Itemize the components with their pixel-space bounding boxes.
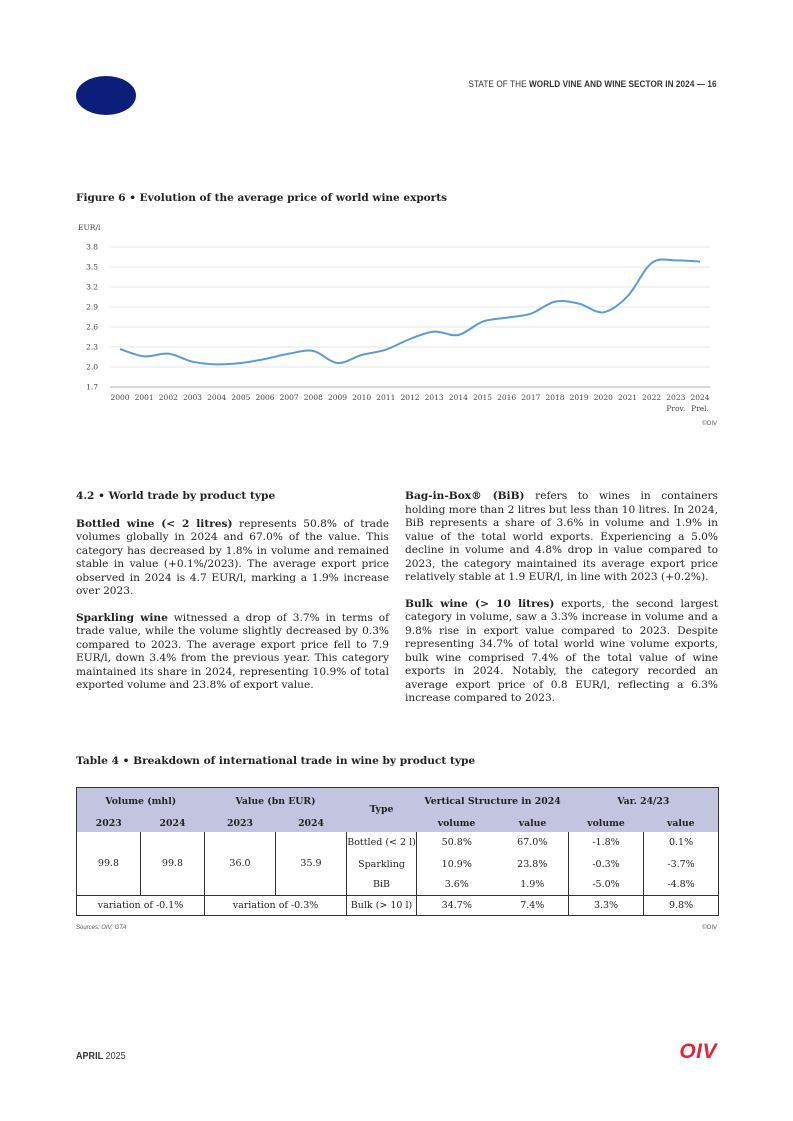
var-value-cell: 0.1%: [644, 832, 719, 854]
vs-value-cell: 23.8%: [497, 854, 569, 875]
table-row: [77, 896, 719, 916]
type-cell: Bulk (> 10 l): [347, 896, 417, 916]
x-tick-label: 2005: [231, 393, 251, 402]
bulk-text: exports, the second largest category in volume, saw a 3.3% increase in volume and a 9.8% rise in export value compared to 2023. Despite representing 34.7% of total world wine volume exports, bulk wine comprised 7.4% of the total value of wine exports in 2024. Notably, the category recorded an average export price of 0.8 EUR/l, reflecting a 6.3% increase compared to 2023.: [405, 597, 718, 704]
y-axis-label: EUR/l: [78, 223, 101, 232]
right-column: [405, 490, 718, 719]
x-tick-label: 2019: [569, 393, 589, 402]
x-tick-label: 2011: [376, 393, 396, 402]
header-value: Value (bn EUR): [205, 788, 347, 815]
x-sub-label: Prel.: [691, 404, 709, 413]
y-tick-label: 2.3: [86, 342, 98, 352]
bib-text: refers to wines in containers holding more than 2 litres but less than 10 litres. In 2024, BiB represents a share of 3.6% in volume and 1.9% in value of the total world exports. Experiencing a 5.0% decline in volume and 4.8% drop in value compared to 2023, the category maintained its average export price relatively stable at 1.9 EUR/l, in line with 2023 (+0.2%).: [405, 490, 718, 583]
header-vol-2023: 2023: [77, 815, 141, 832]
val-2024-cell: 35.9: [276, 832, 347, 896]
trade-table-wrap: [76, 787, 719, 916]
vol-2023-cell: 99.8: [77, 832, 141, 896]
header-vs-volume: volume: [417, 815, 497, 832]
x-tick-label: 2003: [182, 393, 203, 402]
vs-value-cell: 1.9%: [497, 875, 569, 896]
x-tick-label: 2013: [424, 393, 444, 402]
var-volume-cell: -5.0%: [569, 875, 644, 896]
series-line: [120, 259, 700, 364]
x-tick-label: 2004: [207, 393, 227, 402]
x-tick-label: 2008: [303, 393, 323, 402]
header-val-2024: 2024: [276, 815, 347, 832]
var-volume-cell: -0.3%: [569, 854, 644, 875]
x-tick-label: 2002: [158, 393, 178, 402]
volume-variation-cell: variation of -0.1%: [77, 896, 205, 916]
x-tick-label: 2001: [134, 393, 154, 402]
x-tick-label: 2020: [593, 393, 613, 402]
value-variation-cell: variation of -0.3%: [205, 896, 347, 916]
header-vol-2024: 2024: [141, 815, 205, 832]
bottled-text: represents 50.8% of trade volumes globally in 2024 and 67.0% of the value. This category has decreased by 1.8% in volume and remained stable in value (+0.1%/2023). The average export price observed in 2024 is 4.7 EUR/l, marking a 1.9% increase over 2023.: [76, 517, 389, 597]
footer-month: APRIL: [76, 1050, 104, 1062]
x-tick-label: 2021: [617, 393, 638, 402]
x-sub-label: Prov.: [666, 404, 686, 413]
y-tick-label: 2.6: [86, 322, 98, 332]
header-prefix: STATE OF THE: [468, 79, 530, 90]
vs-volume-cell: 3.6%: [444, 879, 469, 891]
x-tick-label: 2016: [497, 393, 517, 402]
table-copyright: ©OIV: [702, 925, 717, 931]
header-variation: Var. 24/23: [569, 788, 719, 815]
x-tick-label: 2006: [255, 393, 275, 402]
x-tick-label: 2015: [472, 393, 493, 402]
x-tick-label: 2018: [545, 393, 565, 402]
header-vs-value: value: [497, 815, 569, 832]
vs-volume-cell: 10.9%: [441, 858, 472, 870]
header-vertical-structure: Vertical Structure in 2024: [417, 788, 569, 815]
left-column: [76, 490, 389, 706]
y-tick-label: 3.8: [86, 242, 98, 252]
y-tick-label: 2.0: [86, 362, 98, 372]
section-title: 4.2 • World trade by product type: [76, 490, 276, 502]
val-2023-cell: 36.0: [205, 832, 276, 896]
var-value-cell: 9.8%: [644, 896, 719, 916]
sparkling-paragraph: [76, 612, 389, 693]
x-tick-label: 2014: [448, 393, 468, 402]
x-tick-label: 2007: [279, 393, 299, 402]
x-tick-label: 2000: [110, 393, 130, 402]
var-volume-cell: 3.3%: [569, 896, 644, 916]
page-number: — 16: [694, 79, 717, 90]
x-tick-label: 2024: [690, 393, 710, 402]
bib-lead: Bag-in-Box® (BiB): [405, 490, 525, 502]
table-title: Table 4 • Breakdown of international trade in wine by product type: [76, 755, 476, 767]
bottled-lead: Bottled wine (< 2 litres): [76, 517, 233, 530]
vs-volume-cell: 34.7%: [417, 896, 497, 916]
header-var-value: value: [644, 815, 719, 832]
x-tick-label: 2023: [666, 393, 686, 402]
header-title: WORLD VINE AND WINE SECTOR IN 2024: [529, 79, 695, 90]
type-cell: BiB: [347, 875, 417, 896]
trade-breakdown-table: [76, 787, 719, 916]
table-row: [77, 832, 719, 854]
y-tick-label: 3.2: [86, 282, 98, 292]
header-var-volume: volume: [569, 815, 644, 832]
var-volume-cell: -1.8%: [569, 832, 644, 854]
oiv-logo: OIV: [679, 1040, 717, 1063]
publisher-logo-oval: [76, 76, 136, 115]
bib-paragraph: [405, 490, 718, 585]
price-line-chart: [76, 215, 718, 430]
vs-volume-cell: 50.8%: [441, 837, 472, 848]
figure-copyright: ©OIV: [702, 421, 717, 427]
x-tick-label: 2010: [352, 393, 372, 402]
footer-date: [76, 1050, 126, 1062]
vs-value-cell: 67.0%: [497, 832, 569, 854]
bulk-lead: Bulk wine (> 10 litres): [405, 597, 555, 610]
y-tick-label: 2.9: [86, 302, 98, 312]
figure-title: Figure 6 • Evolution of the average price of world wine exports: [76, 192, 447, 204]
header-volume: Volume (mhl): [77, 788, 205, 815]
vs-value-cell: 7.4%: [497, 896, 569, 916]
vol-2024-cell: 99.8: [141, 832, 205, 896]
type-cell: Bottled (< 2 l): [347, 832, 417, 854]
bottled-paragraph: [76, 518, 389, 599]
footer-year: 2025: [103, 1050, 126, 1062]
x-tick-label: 2017: [521, 393, 541, 402]
running-header: [469, 79, 717, 90]
sparkling-text: witnessed a drop of 3.7% in terms of trade value, while the volume slightly decreased by 0.3% compared to 2023. The average export price fell to 7.9 EUR/l, down 3.4% from the previous year. This category maintained its share in 2024, representing 10.9% of total exported volume and 23.8% of export value.: [76, 611, 389, 691]
var-value-cell: -4.8%: [644, 875, 719, 896]
header-type: Type: [347, 788, 417, 832]
sparkling-lead: Sparkling wine: [76, 611, 168, 624]
x-tick-label: 2012: [400, 393, 420, 402]
bulk-paragraph: [405, 598, 718, 706]
type-cell: Sparkling: [347, 854, 417, 875]
y-tick-label: 1.7: [86, 382, 98, 392]
y-tick-label: 3.5: [86, 262, 98, 272]
x-tick-label: 2022: [642, 393, 662, 402]
header-val-2023: 2023: [205, 815, 276, 832]
var-value-cell: -3.7%: [644, 854, 719, 875]
x-tick-label: 2009: [327, 393, 348, 402]
table-sources: Sources: OIV, GTA: [76, 925, 127, 931]
